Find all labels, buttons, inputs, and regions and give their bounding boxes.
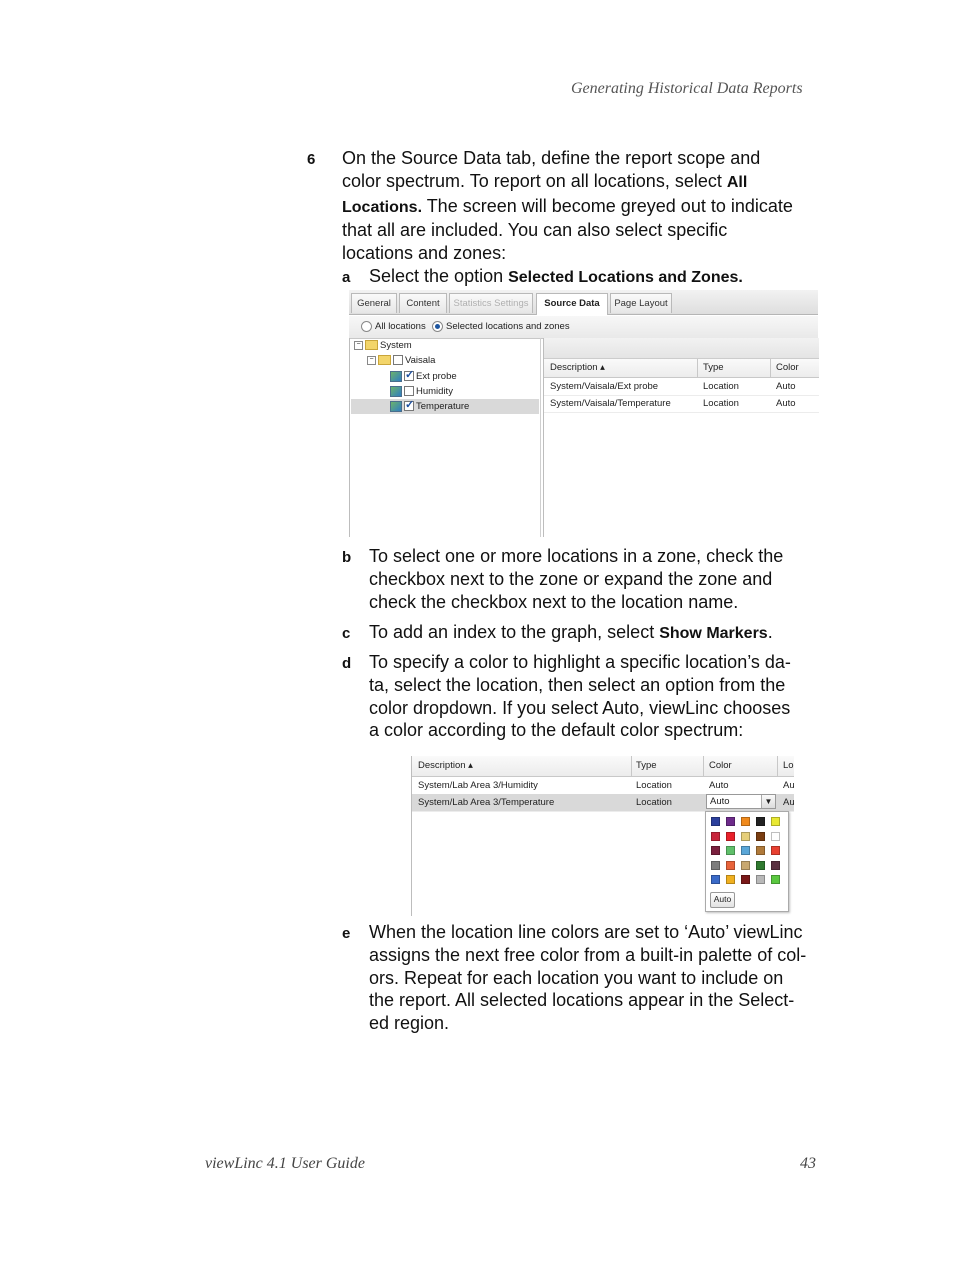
page-number: 43 (800, 1155, 816, 1172)
color-swatch[interactable] (741, 861, 750, 870)
color-swatch[interactable] (771, 861, 780, 870)
text-line: locations and zones: (342, 243, 507, 264)
step-letter: e (342, 925, 351, 942)
radio-all-label: All locations (375, 321, 426, 332)
text-line: On the Source Data tab, define the report scope and (342, 148, 761, 168)
bold-term: Show Markers (659, 625, 768, 642)
col-type[interactable]: Type (636, 760, 657, 771)
folder-icon (365, 340, 378, 350)
step-letter: b (342, 549, 352, 566)
color-dropdown-screenshot (411, 756, 794, 916)
col-type[interactable]: Type (703, 362, 724, 373)
tree-node-vaisala[interactable] (367, 353, 435, 368)
text-line: that all are included. You can also select specific (342, 220, 728, 241)
text-line: To specify a color to highlight a specific location’s da- (369, 652, 791, 672)
tree-label: Humidity (416, 386, 453, 397)
tab-bar (349, 290, 818, 315)
collapse-icon[interactable]: − (354, 341, 363, 350)
bold-term: Selected Locations and Zones. (508, 269, 743, 286)
text-line: ta, select the location, then select an option from the (369, 674, 786, 695)
footer-title: viewLinc 4.1 User Guide (205, 1155, 365, 1172)
col-divider (631, 756, 632, 776)
tree-node-temperature[interactable] (390, 399, 469, 414)
cell-type: Location (636, 797, 672, 808)
text-span: color spectrum. To report on all locations, select (342, 170, 727, 191)
table-row[interactable] (544, 378, 819, 396)
color-swatch[interactable] (711, 875, 720, 884)
chevron-down-icon[interactable]: ▼ (761, 795, 775, 808)
color-swatch[interactable] (771, 832, 780, 841)
zone-checkbox[interactable] (393, 355, 403, 365)
cell-description: System/Vaisala/Ext probe (550, 381, 659, 392)
color-swatch[interactable] (726, 817, 735, 826)
color-swatch[interactable] (711, 861, 720, 870)
color-swatch[interactable] (756, 817, 765, 826)
tree-label: System (380, 340, 412, 351)
color-swatch[interactable] (711, 832, 720, 841)
collapse-icon[interactable]: − (367, 356, 376, 365)
grid-toolbar (544, 338, 819, 359)
text-line: a color according to the default color spectrum: (369, 720, 744, 741)
cell-color: Auto (776, 381, 796, 392)
color-palette (705, 811, 789, 912)
color-swatch[interactable] (726, 875, 735, 884)
text-span: Select the option (369, 266, 509, 286)
cell-location: Au (783, 797, 795, 808)
cell-type: Location (703, 398, 739, 409)
text-line: assigns the next free color from a built-in palette of col- (369, 944, 807, 965)
bold-term: All (726, 173, 748, 191)
bold-term: Locations. (342, 198, 423, 216)
tab-general[interactable]: General (351, 293, 397, 313)
running-header: Generating Historical Data Reports (571, 80, 803, 97)
step-a-text (369, 265, 743, 290)
color-select-value: Auto (710, 796, 730, 807)
color-swatch[interactable] (741, 832, 750, 841)
folder-icon (378, 355, 391, 365)
text-line: check the checkbox next to the location name. (369, 591, 739, 612)
color-swatch[interactable] (771, 846, 780, 855)
step-b-text (369, 545, 819, 613)
text-line: the report. All selected locations appear in the Select- (369, 990, 795, 1011)
table-row[interactable] (412, 777, 794, 795)
auto-color-button[interactable]: Auto (710, 892, 735, 908)
color-swatch[interactable] (756, 861, 765, 870)
table-row[interactable] (544, 395, 819, 413)
tree-label: Temperature (416, 401, 470, 412)
tree-node-humidity[interactable] (390, 384, 453, 399)
step-d-text (369, 651, 824, 742)
col-color[interactable]: Color (776, 362, 799, 373)
color-swatch[interactable] (741, 817, 750, 826)
step-letter: c (342, 625, 351, 642)
text-line: checkbox next to the zone or expand the zone and (369, 568, 773, 589)
step-letter: d (342, 655, 352, 672)
tree-node-system[interactable] (354, 338, 412, 353)
location-tree (349, 338, 541, 537)
tree-label: Vaisala (405, 355, 436, 366)
col-location[interactable]: Lo (783, 760, 794, 771)
cell-type: Location (703, 381, 739, 392)
col-divider (703, 756, 704, 776)
cell-type: Location (636, 780, 672, 791)
tab-content[interactable]: Content (399, 293, 447, 313)
text-line: ors. Repeat for each location you want to include on (369, 967, 784, 988)
color-swatch[interactable] (726, 861, 735, 870)
color-swatch[interactable] (756, 846, 765, 855)
step-c-text (369, 621, 773, 646)
location-icon (390, 386, 402, 397)
text-line (342, 195, 822, 220)
grid-header (544, 359, 819, 378)
cell-location: Au (783, 780, 795, 791)
cell-color: Auto (776, 398, 796, 409)
col-divider (770, 359, 771, 377)
text-span: To add an index to the graph, select (369, 622, 660, 642)
text-span: . (767, 622, 773, 642)
col-color[interactable]: Color (709, 760, 732, 771)
tab-statistics-settings[interactable]: Statistics Settings (449, 293, 533, 313)
scope-options (349, 316, 818, 339)
tree-node-ext-probe[interactable] (390, 369, 457, 384)
grid-header (412, 756, 794, 777)
radio-all-locations[interactable] (361, 321, 372, 332)
col-description[interactable]: Description ▴ (550, 362, 605, 373)
location-checkbox[interactable] (404, 401, 414, 411)
location-checkbox[interactable] (404, 386, 414, 396)
col-divider (697, 359, 698, 377)
tab-page-layout[interactable]: Page Layout (610, 293, 672, 313)
step-6-text (342, 147, 822, 265)
text-line: color dropdown. If you select Auto, viewLinc chooses (369, 697, 791, 718)
text-line: When the location line colors are set to ‘Auto’ viewLinc (369, 922, 803, 942)
text-span: The screen will become greyed out to indicate (422, 195, 793, 216)
location-checkbox[interactable] (404, 371, 414, 381)
cell-description: System/Lab Area 3/Temperature (418, 797, 555, 808)
source-data-screenshot (349, 290, 818, 537)
radio-selected-label: Selected locations and zones (446, 321, 570, 332)
color-swatch[interactable] (771, 817, 780, 826)
location-icon (390, 401, 402, 412)
step-e-text (369, 921, 824, 1035)
color-swatch[interactable] (726, 832, 735, 841)
step-letter: a (342, 269, 351, 286)
text-line (342, 170, 822, 195)
radio-selected-locations[interactable] (432, 321, 443, 332)
text-line: To select one or more locations in a zone, check the (369, 546, 784, 566)
color-swatch[interactable] (711, 846, 720, 855)
color-swatch[interactable] (756, 832, 765, 841)
tab-source-data[interactable]: Source Data (536, 293, 608, 315)
color-swatch[interactable] (771, 875, 780, 884)
color-swatch[interactable] (756, 875, 765, 884)
color-swatch[interactable] (741, 846, 750, 855)
color-swatch[interactable] (726, 846, 735, 855)
cell-color: Auto (709, 780, 729, 791)
color-swatch[interactable] (711, 817, 720, 826)
color-select[interactable] (706, 794, 776, 809)
selected-locations-grid (543, 338, 819, 537)
col-divider (777, 756, 778, 776)
text-line: ed region. (369, 1013, 450, 1034)
col-description[interactable]: Description ▴ (418, 760, 473, 771)
cell-description: System/Lab Area 3/Humidity (418, 780, 538, 791)
color-swatch[interactable] (741, 875, 750, 884)
step-number: 6 (307, 151, 316, 168)
tree-label: Ext probe (416, 371, 457, 382)
cell-description: System/Vaisala/Temperature (550, 398, 671, 409)
location-icon (390, 371, 402, 382)
